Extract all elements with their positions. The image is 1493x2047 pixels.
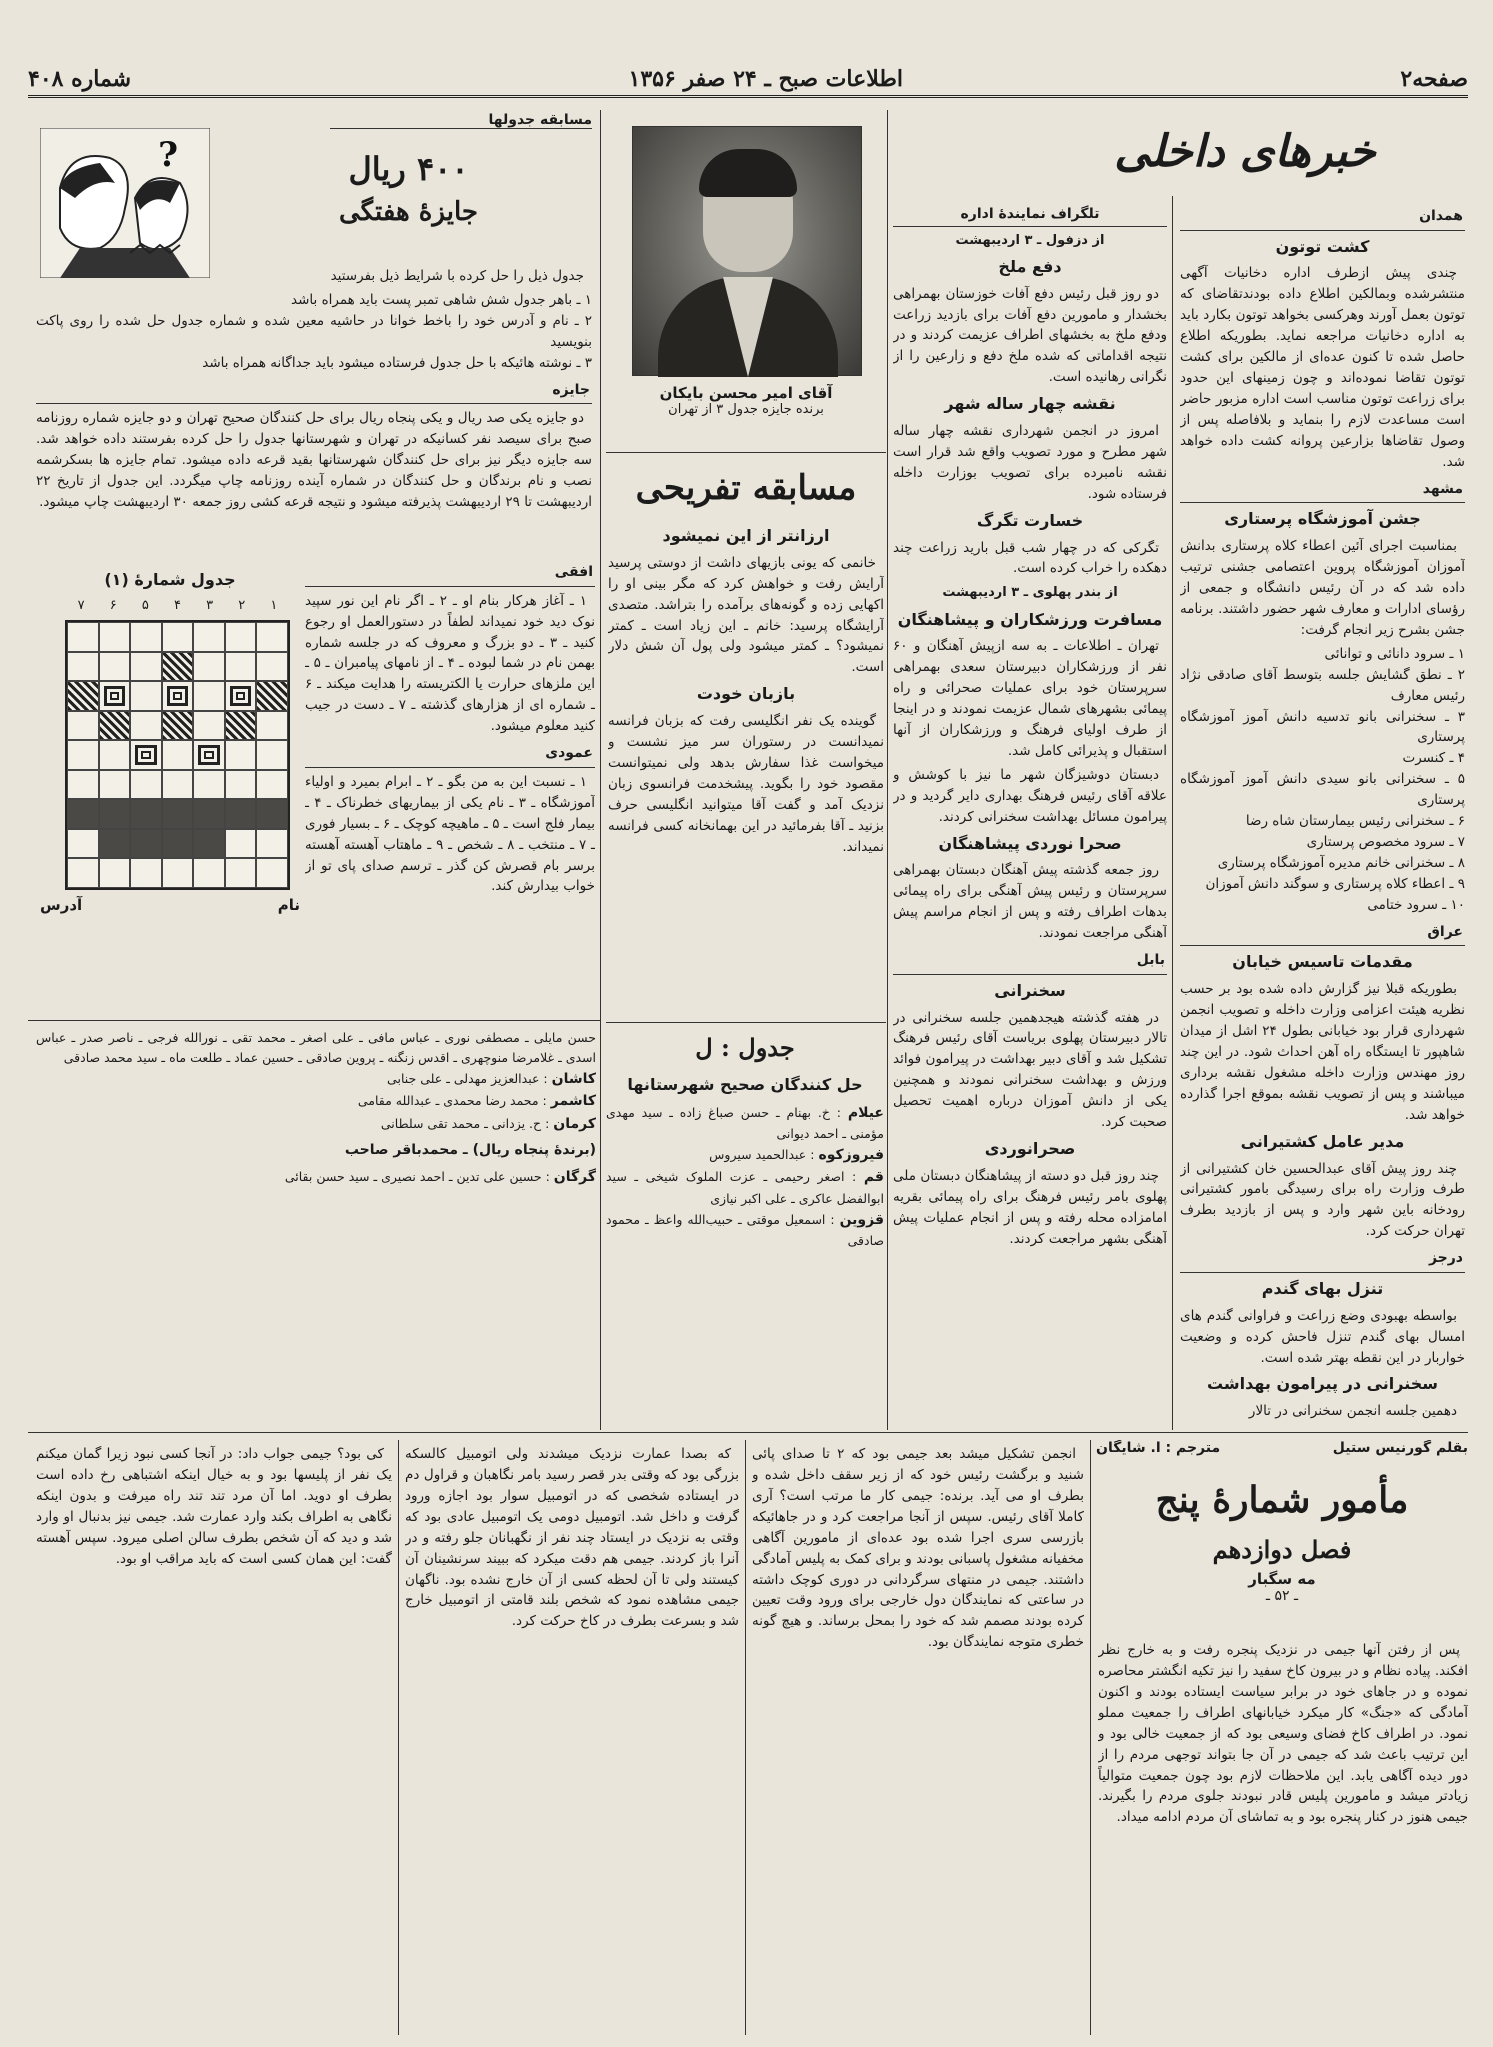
grid-cell[interactable] — [99, 740, 131, 770]
crossword-header — [330, 112, 592, 134]
issue-number: شماره ۴۰۸ — [28, 65, 132, 92]
serial-col-4 — [36, 1444, 392, 2030]
solver-group: گرگان : حسین علی تدین ـ احمد نصیری ـ سید حسن بقائی — [284, 1168, 596, 1185]
grid-block — [193, 799, 225, 829]
col-number: ۴ — [174, 598, 181, 613]
grid-cell[interactable] — [193, 652, 225, 682]
city-name: قزوین — [839, 1211, 884, 1228]
solver-names: عبدالحمید سیروس — [709, 1146, 807, 1162]
prize-title: جایزهٔ هفتگی — [339, 197, 478, 227]
grid-block — [130, 740, 162, 770]
grid-block — [225, 681, 257, 711]
cartoon-illustration — [40, 128, 210, 278]
solver-group: فیروزکوه : عبدالحمید سیروس — [709, 1146, 884, 1163]
grid-cell[interactable] — [130, 681, 162, 711]
prize-box — [225, 146, 592, 266]
city-name: قم — [863, 1169, 884, 1186]
article-body: امروز در انجمن شهرداری نقشه چهار ساله شهر مطرح و مورد تصویب واقع شد قرار است نقشه نامبرده برای تصویب بوزارت داخله فرستاده شود. — [893, 423, 1167, 502]
serial-text: کی بود؟ جیمی جواب داد: در آنجا کسی نبود زیرا گمان میکنم یک نفر از پلیسها بود و به خیال اینکه اشتباهی رخ داده است بطرف او دوید. اما آن مرد تند تند راه میرفت و بدون اینکه نگاهی به اطراف بکند وارد عمارت شد. جیمی نیز بدنبال او وارد شد و دید که آن شخص بطرف سالن اصلی میرود. سپس آهسته گفت: این همان کسی است که باید مراقب او بود. — [36, 1446, 392, 1567]
grid-cell[interactable] — [67, 652, 99, 682]
headline: بازبان خودت — [696, 684, 796, 704]
serial-text: پس از رفتن آنها جیمی در نزدیک پنجره رفت و به خارج نظر افکند. پیاده نظام و در بیرون کاخ سفید را نیز تکیه انگشتر محاصره نموده و در جاهای خود در برابر سیاست ایستاده بودند و اکنون آمادگی که «جنگ» کار میکرد خیابانهای اطراف را جمعیت مملو نمود. در اطراف کاخ فضای وسیعی بود که از جمعیت خالی بود و این ترتیب باعث شد که جیمی در آن جا بتواند توجهی مردم را از دور دیده آگاهی یابد. این ملاحظات لازم بود چون جمعیت متوالیاً زیادتر میشد و مامورین پلیس قادر نبودند جلوی مردم را بگیرند. جیمی هنوز در کنار پنجره بود و به تماشای آن مردم ادامه میداد. — [1098, 1642, 1468, 1826]
solver-group: کاشان : عبدالعزیز مهدلی ـ علی جنابی — [387, 1071, 596, 1087]
col-number: ۳ — [206, 598, 214, 613]
column-rule — [887, 110, 888, 1430]
grid-block — [67, 799, 99, 829]
grid-column-numbers — [65, 598, 290, 618]
headline: سخنرانی — [994, 980, 1066, 1000]
serial-chapter: فصل دوازدهم — [1212, 1535, 1352, 1564]
telegraph-title: تلگراف نمایندهٔ اداره — [893, 204, 1167, 227]
city-label: همدان — [1180, 204, 1465, 231]
solver-group: قم : اصغر رحیمی ـ عزت الملوک شیخی ـ سید ابوالفضل عاکری ـ علی اکبر نیازی — [606, 1169, 884, 1206]
serial-col-3 — [405, 1444, 739, 2030]
grid-block — [99, 681, 131, 711]
solver-group: عیلام : خ. بهنام ـ حسن صباغ زاده ـ سید مهدی مؤمنی ـ احمد دیوانی — [606, 1104, 884, 1141]
list-item: ۳ ـ سخنرانی بانو تدسیه دانش آموز آموزشگاه پرستاری — [1180, 708, 1465, 746]
grid-block — [256, 799, 288, 829]
solvers-column — [606, 1028, 884, 1428]
grid-cell[interactable] — [256, 770, 288, 800]
domestic-telegraph-column — [893, 200, 1167, 1430]
list-item: ۲ ـ نطق گشایش جلسه بتوسط آقای صادقی نژاد رئیس معارف — [1180, 666, 1465, 704]
list-item: ۹ ـ اعطاء کلاه پرستاری و سوگند دانش آموزان — [1205, 875, 1465, 892]
solvers-title: جدول : ل — [695, 1033, 795, 1062]
article-body: بمناسبت اجرای آئین اعطاء کلاه پرستاری بدانش آموزان آموزشگاه پروین اعتصامی جشنی ترتیب داده شد که در آن رئیس دانشگاه و جمعی از رؤسای ادارات و معارف شهر حضور داشتند. برنامه جشن بشرح زیر انجام گرفت: — [1180, 538, 1465, 638]
list-item: ۷ ـ سرود مخصوص پرستاری — [1306, 834, 1465, 851]
city-name: کاشمر — [550, 1093, 596, 1110]
city-name: فیروزکوه — [818, 1146, 884, 1163]
grid-cell[interactable] — [130, 770, 162, 800]
grid-cell[interactable] — [256, 622, 288, 652]
rule-item: ۱ ـ باهر جدول شش شاهی تمبر پست باید همراه باشد — [291, 291, 592, 308]
column-rule — [1172, 196, 1173, 1430]
grid-cell[interactable] — [162, 858, 194, 888]
headline: نقشه چهار ساله شهر — [944, 394, 1116, 414]
address-label: آدرس — [40, 896, 83, 914]
grid-cell[interactable] — [67, 829, 99, 859]
article-body: خانمی که یونی بازیهای داشت از دوستی پرسید آرایش رفت و خواهش کرد که مگر بینی او را اکهایی زده و گونه‌های برآمده را بتراشد. متصدی آرایشگاه پرسید: خانم ـ این زیاد است ـ کمتر نمیشود؟ ـ کمتر میشود ولی پول آن شش دلار است. — [608, 554, 884, 676]
article-body: چند روز پیش آقای عبدالحسین خان کشتیرانی از طرف وزارت راه برای رسیدگی بامور کشتیرانی رودخانه باین شهر وارد و پس از بازدید بطرف تهران حرکت کرد. — [1180, 1160, 1465, 1240]
grid-cell[interactable] — [193, 622, 225, 652]
photo-hair — [699, 149, 797, 197]
grid-cell[interactable] — [67, 711, 99, 741]
down-label: عمودی — [305, 741, 595, 768]
grid-cell[interactable] — [99, 652, 131, 682]
domestic-news-title — [1030, 112, 1460, 192]
photo-caption — [610, 384, 882, 444]
across-label: افقی — [305, 560, 595, 587]
grid-cell[interactable] — [99, 770, 131, 800]
crossword-grid — [65, 620, 290, 890]
headline: مدیر عامل کشتیرانی — [1240, 1131, 1405, 1151]
col-number: ۲ — [238, 598, 246, 613]
section-rule — [606, 452, 886, 453]
domestic-right-column — [1180, 200, 1465, 1430]
solvers-subtitle: حل کنندگان صحیح شهرستانها — [627, 1075, 863, 1094]
grid-block — [256, 681, 288, 711]
solver-names: عبدالعزیز مهدلی ـ علی جنابی — [387, 1071, 540, 1086]
col-number: ۷ — [77, 598, 85, 613]
prize-body: دو جایزه یکی صد ریال و یکی پنجاه ریال برای حل کنندگان صحیح تهران و دو جایزه شماره روزنامه صبح برای سیصد نفر کسانیکه در تهران و شهرستانها جدول را حل کرده بفرستند داده خواهد شد. سه جایزه دیگر نیز برای حل کنندگان شهرستانها بقید قرعه داده میشود. تمام جایزه ها بسکرشمه نصب و نام برندگان و حل کنندگان در شماره آینده روزنامه چاپ میگردد. این جدول از تاریخ ۲۲ اردیبهشت تا ۲۹ اردیبهشت پذیرفته میشود و نتیجه قرعه کشی روز جمعه ۳۰ اردیبهشت چاپ میشود. — [36, 410, 592, 510]
caption-name: آقای امیر محسن بایکان — [659, 384, 833, 402]
headline: مقدمات تاسیس خیابان — [1232, 952, 1413, 972]
grid-block — [162, 681, 194, 711]
masthead — [28, 62, 1468, 98]
grid-cell[interactable] — [225, 858, 257, 888]
section-rule — [606, 1022, 886, 1023]
article-body: چند روز قبل دو دسته از پیشاهنگان دبستان ملی پهلوی بامر رئیس فرهنگ برای راه پیمائی بقریه امامزاده محله رفته و پس از انجام عملیات پیش آهنگی بشهر مراجعت کردند. — [893, 1167, 1167, 1247]
grid-cell[interactable] — [256, 829, 288, 859]
crossword-rules — [36, 266, 592, 566]
serial-text: که بصدا عمارت نزدیک میشدند ولی اتومبیل کالسکه بزرگی بود که وقتی بدر قصر رسید بامر نگاهبان و قراول دم در ایستاده شخصی که در اتومبیل سوار بود اجازه ورود گرفت و داخل شد. اتومبیل دومی یک اتومبیل عادی بود که وقتی به نزدیک در ایستاد چند نفر از نگهبانان جلو رفته و در آنرا باز کردند. جیمی هم دقت میکرد که ببیند سرنشینان آن کیستند ولی تا آن لحظه کسی از آن خارج نشده بود. ناگهان جیمی مشاهده نمود که شخص بلند قامتی از اتومبیل خارج شد و بسرعت بطرف در کاخ حرکت کرد. — [405, 1446, 739, 1630]
serial-credits — [1096, 1440, 1468, 1470]
page-label: صفحه۲ — [1400, 65, 1468, 92]
headline: سخنرانی در پیرامون بهداشت — [1206, 1374, 1439, 1394]
col-number: ۵ — [141, 598, 149, 613]
grid-block — [162, 711, 194, 741]
rule-item: ۲ ـ نام و آدرس خود را باخط خوانا در حاشیه معین شده و شماره جدول حل شده را روی پاکت بنویسید — [36, 312, 592, 350]
grid-cell[interactable] — [130, 652, 162, 682]
prize-amount: ۴۰۰ ریال — [348, 150, 469, 188]
svg-text:?: ? — [158, 135, 178, 175]
article-body: تگرکی که در چهار شب قبل بارید زراعت چند دهکده را خراب کرده است. — [893, 539, 1167, 577]
grid-cell[interactable] — [99, 858, 131, 888]
contest-column — [608, 456, 884, 1016]
grid-cell[interactable] — [256, 740, 288, 770]
city-label: بابل — [893, 948, 1167, 975]
grid-cell[interactable] — [162, 770, 194, 800]
dateline: از دزفول ـ ۳ اردیبهشت — [955, 232, 1105, 248]
column-rule — [398, 1440, 399, 2035]
section-rule — [28, 1432, 1468, 1433]
grid-cell[interactable] — [225, 622, 257, 652]
list-item: ۸ ـ سخنرانی خانم مدیره آموزشگاه پرستاری — [1217, 855, 1465, 872]
solver-names: ح. یزدانی ـ محمد تقی سلطانی — [380, 1115, 542, 1131]
name-label: نام — [277, 896, 300, 914]
program-list — [1180, 644, 1465, 916]
caption-sub: برنده جایزه جدول ۳ از تهران — [668, 402, 824, 417]
solver-group: قزوین : اسمعیل موقتی ـ حبیب‌الله واعظ ـ محمود صادقی — [606, 1211, 884, 1249]
solvers-left-column — [36, 1028, 596, 1428]
solver-names: محمد رضا محمدی ـ عبدالله مقامی — [357, 1093, 539, 1109]
prize-label: جایزه — [36, 378, 592, 405]
serial-author: بقلم گورنیس ستیل — [1332, 1440, 1468, 1456]
grid-cell[interactable] — [225, 829, 257, 859]
clues-column — [305, 556, 595, 1016]
down-clues: ۱ ـ نسبت این به من بگو ـ ۲ ـ ابرام بمیرد و اولیاء آموزشگاه ـ ۳ ـ نام یکی از بیماریهای خطرناک ـ ۴ ـ بیمار فلج است ـ ۵ ـ ماهیچه کوچک ـ ۶ ـ بسیار فوری ـ ۷ ـ منتخب ـ ۸ ـ شخص ـ ۹ ـ ماهتاب آهسته آهسته برسر بام قصرش کن گذر ـ ترسم صدای پای تو از خواب بیدارش کند. — [305, 773, 595, 895]
solver-names: حسین علی تدین ـ احمد نصیری ـ سید حسن بقائی — [284, 1168, 542, 1184]
headline: مسافرت ورزشکاران و پیشاهنگان — [897, 609, 1163, 629]
grid-block — [162, 652, 194, 682]
grid-block — [162, 799, 194, 829]
solver-group: کاشمر : محمد رضا محمدی ـ عبدالله مقامی — [357, 1093, 596, 1110]
grid-block — [130, 799, 162, 829]
grid-cell[interactable] — [67, 740, 99, 770]
grid-block — [99, 799, 131, 829]
city-name: گرگان — [553, 1168, 596, 1185]
grid-cell[interactable] — [256, 652, 288, 682]
city-name: عیلام — [847, 1104, 884, 1121]
solver-group: کرمان : ح. یزدانی ـ محمد تقی سلطانی — [380, 1115, 596, 1132]
section-rule — [28, 1020, 600, 1021]
list-item: ۱۰ ـ سرود ختامی — [1367, 896, 1465, 913]
grid-cell[interactable] — [67, 858, 99, 888]
list-item: ۴ ـ کنسرت — [1402, 750, 1465, 767]
column-rule — [745, 1440, 746, 2035]
headline: خسارت تگرگ — [976, 510, 1084, 530]
section-title: خبرهای داخلی — [1114, 126, 1376, 177]
grid-cell[interactable] — [130, 622, 162, 652]
city-name: کاشان — [551, 1071, 596, 1087]
list-item: ۵ ـ سخنرانی بانو سیدی دانش آموز آموزشگاه پرستاری — [1180, 771, 1465, 809]
grid-cell[interactable] — [193, 770, 225, 800]
city-label: مشهد — [1180, 477, 1465, 504]
grid-cell[interactable] — [256, 711, 288, 741]
serial-part: ـ ۵۲ ـ — [1265, 1588, 1299, 1604]
grid-cell[interactable] — [256, 858, 288, 888]
serial-col-2 — [752, 1444, 1084, 2030]
article-body: دهمین جلسه انجمن سخنرانی در تالار — [1248, 1403, 1457, 1420]
grid-cell[interactable] — [99, 622, 131, 652]
grid-cell[interactable] — [162, 622, 194, 652]
headline: دفع ملخ — [998, 256, 1062, 276]
grid-cell[interactable] — [225, 740, 257, 770]
solver-names: اصغر رحیمی ـ عزت الملوک شیخی ـ سید ابوالفضل عاکری ـ علی اکبر نیازی — [606, 1169, 884, 1206]
grid-block — [193, 829, 225, 859]
grid-cell[interactable] — [193, 681, 225, 711]
article-body: در هفته گذشته هیجدهمین جلسه سخنرانی در تالار دبیرستان پهلوی بریاست آقای رئیس فرهنگ تشکیل شد و آقای دبیر بهداشت در پیرامون فوائد ورزش و بهداشت سخنرانی نمودند و همچنین یکی از دانش آموزان درباره اهمیت تحصیل صحبت کرد. — [893, 1009, 1167, 1131]
grid-cell[interactable] — [130, 711, 162, 741]
grid-cell[interactable] — [225, 770, 257, 800]
issue-date: اطلاعات صبح ـ ۲۴ صفر ۱۳۵۶ — [628, 65, 903, 92]
crossword-header-label: مسابقه جدولها — [330, 112, 592, 129]
name-address-row — [40, 896, 300, 918]
solver-names: حسن‌ مایلی ـ مصطفی نوری ـ عباس مافی ـ علی اصغر ـ محمد تقی ـ نورالله فرجی ـ ناصر صدر ـ عباس اسدی ـ غلامرضا منوچهری ـ اقدس زنگنه ـ پروین صادقی ـ حسین عماد ـ طلعت ماه ـ سید محمد صادقی — [36, 1030, 596, 1065]
grid-block — [225, 711, 257, 741]
article-body: دبستان دوشیزگان شهر ما نیز با کوشش و علاقه آقای رئیس فرهنگ بهداری دایر گردید و در پیرامون مسائل بهداشت سخنرانی کردند. — [893, 766, 1167, 825]
grid-block — [162, 829, 194, 859]
serial-translator: مترجم : ا. شایگان — [1096, 1440, 1221, 1456]
serial-heading — [1096, 1470, 1468, 1640]
grid-title-label: جدول شمارهٔ (۱) — [104, 570, 236, 589]
grid-block — [193, 740, 225, 770]
grid-block — [99, 829, 131, 859]
serial-title: مأمور شمارهٔ پنج — [1155, 1479, 1409, 1521]
headline: تنزل بهای گندم — [1261, 1278, 1384, 1298]
solver-names: اسمعیل موقتی ـ حبیب‌الله واعظ ـ محمود صادقی — [606, 1211, 884, 1249]
list-item: ۱ ـ سرود دانائی و توانائی — [1324, 645, 1465, 662]
grid-cell[interactable] — [67, 770, 99, 800]
article-body: بواسطه بهبودی وضع زراعت و فراوانی گندم های امسال بهای گندم تنزل فاحش کرده و وضعیت خواربار در این نقطه بهتر شده است. — [1180, 1307, 1465, 1366]
col-number: ۱ — [270, 598, 278, 613]
serial-col-1 — [1098, 1640, 1468, 2030]
rules-intro: جدول ذیل را حل کرده با شرایط ذیل بفرستید — [330, 268, 584, 284]
article-body: چندی پیش ازطرف اداره دخانیات آگهی منتشرشده وبمالکین اطلاع داده بودندتقاضای که توتون بعمل آورند وهرکسی بخواهد توتون بکارد باید به اداره دخانیات مراجعه نماید. بطوریکه اطلاع حاصل شده تا کنون عده‌ای از مالکین برای کشت توتون تقاضا نموده‌اند و چون زمینهای این حدود برای زراعت توتون مناسب است اداره مزبور حاضر است مساعدت لازم را بنماید و بلافاصله پس از وصول تقاضاها بزارعین پروانه کشت داده خواهد شد. — [1180, 265, 1465, 470]
headline: صحرانوردی — [984, 1139, 1076, 1159]
article-body: تهران ـ اطلاعات ـ به سه ازپیش آهنگان و ۶۰ نفر از ورزشکاران دبیرستان سعدی بهمراهی سرپرستان خود برای عملیات صحرائی و راه پیمائی بشهرهای شمال عزیمت نمودند و در اینجا از طرف اولیای فرهنگ و ورزشکاران از آنها استقبال و پذیرائی کامل شد. — [893, 638, 1167, 759]
grid-block — [67, 681, 99, 711]
column-rule — [1090, 1440, 1091, 2035]
article-body: روز جمعه گذشته پیش آهنگان دبستان بهمراهی سرپرستان و رئیس پیش آهنگی برای راه پیمائی بدهات اطراف رفته و پس از انجام مراسم پیش آهنگی مراجعت نمودند. — [893, 862, 1167, 942]
solver-names: خ. بهنام ـ حسن صباغ زاده ـ سید مهدی مؤمنی ـ احمد دیوانی — [606, 1104, 884, 1141]
city-label: درجز — [1180, 1246, 1465, 1273]
headline: ارزانتر از این نمیشود — [662, 526, 830, 545]
grid-block — [225, 799, 257, 829]
col-number: ۶ — [109, 598, 117, 613]
column-rule — [600, 110, 601, 1430]
headline: کشت توتون — [1275, 236, 1370, 256]
across-clues: ۱ ـ آغاز هرکار بنام او ـ ۲ ـ اگر نام این نور سپید نوک دید خود نمیداند لطفاً در دستورالعمل او رجوع کنید ـ ۳ ـ دو بزرگ و معروف که در جلسه شماره بهمن نام در شما لبوده ـ ۴ ـ از نامهای پیامبران ـ ۵ ـ این ملزهای حرارت یا الکتریسته را هدایت میکند ـ ۶ ـ شماره ای از هزارهای گذشته ـ ۷ ـ دست در جیب کنید معلوم میشود. — [305, 592, 595, 735]
grid-title — [40, 570, 300, 596]
grid-cell[interactable] — [225, 652, 257, 682]
grid-block — [130, 829, 162, 859]
serial-text: انجمن تشکیل میشد بعد جیمی بود که ۲ تا صدای پائی شنید و برگشت رئیس خود که از زیر سقف داخل شده و بطرف او می آید. برنده: جیمی کار ما مرتب است؟ آری کاملا آقای رئیس. سپس از آنجا مراجعت کرد و در جاهائیکه بازرسی سری اجرا شده بود عده‌ای از مامورین آگاهی مخفیانه مشغول پاسبانی بودند و برای کمک به پلیس آمادگی داشتند. جیمی در منتهای سرگردانی در دوری کوچک داشته در ساعتی که نمایندگان دول خارجی برای ورود وقت تعیین کرده بودند مصمم شد که خود را بمحل برساند. و هیچ گونه خطری متوجه نمایندگان بود. — [752, 1446, 1084, 1651]
rule-item: ۳ ـ نوشته هائیکه با حل جدول فرستاده میشود باید جداگانه همراه باشد — [202, 354, 592, 371]
city-name: کرمان — [553, 1115, 596, 1132]
grid-cell[interactable] — [162, 740, 194, 770]
article-body: بطوریکه قبلا نیز گزارش داده شده بود بر حسب نظریه هیئت اعزامی وزارت داخله و تصویب انجمن شهرداری قرار بود خیابانی بطول ۲۴ اشل از میدان شاهپور تا ایستگاه راه آهن احداث شود. در این چند روز مهندس وزارت داخله مشغول نقشه برداری میباشند و پس از تصویب نقشه بموقع اجرا گذارده خواهد شد. — [1180, 981, 1465, 1123]
serial-sub: مه سگبار — [1248, 1570, 1316, 1588]
grid-cell[interactable] — [193, 858, 225, 888]
contest-title: مسابقه تفریحی — [635, 468, 857, 508]
article-body: دو روز قبل رئیس دفع آفات خوزستان بهمراهی بخشدار و مامورین دفع آفات برای بازدید زراعت ودفع ملخ به بخشهای اطراف عزیمت کردند و در نتیجه اقداماتی که شده ملخ دفع و زارعین را از نگرانی رهانیده است. — [893, 285, 1167, 386]
city-label: عراق — [1180, 920, 1465, 947]
list-item: ۶ ـ سخنرانی رئیس بیمارستان شاه رضا — [1245, 813, 1465, 830]
article-body: گوینده یک نفر انگلیسی رفت که بزبان فرانسه نمیدانست در رستوران سر میز نشست و میخواست غذا سفارش بدهد ولی نمیتوانست مقصود خود را بگوید. پیشخدمت فرانسوی زبان نزدیک آمد و گفت آقا میتوانید انگلیسی حرف بزنید ـ آقا بفرمائید در این بهمانخانه کسی فرانسه نمیداند. — [608, 713, 884, 855]
headline: جشن آموزشگاه پرستاری — [1224, 509, 1421, 529]
dateline: از بندر پهلوی ـ ۳ اردیبهشت — [942, 585, 1118, 601]
grid-cell[interactable] — [193, 711, 225, 741]
grid-cell[interactable] — [130, 858, 162, 888]
winner-photo — [632, 126, 862, 376]
headline: صحرا نوردی پیشاهنگان — [938, 833, 1122, 853]
grid-cell[interactable] — [67, 622, 99, 652]
grid-block — [99, 711, 131, 741]
prize-note: (برندهٔ پنجاه ریال) ـ محمدباقر صاحب — [344, 1142, 596, 1159]
